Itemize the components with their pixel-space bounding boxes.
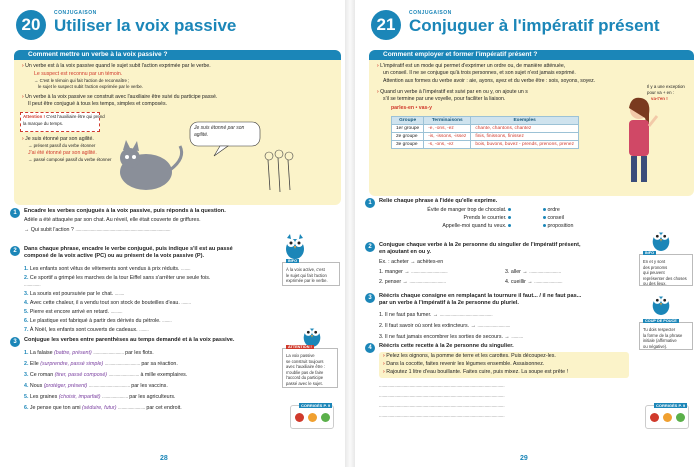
exercise-item[interactable]: 2. Il faut savoir où sont les extincteurs. → ............................ [379, 323, 511, 329]
exercise-item[interactable]: 4. cueillir → ........................ [505, 279, 563, 285]
exercise-item[interactable]: 5. Pierre est encore arrivé en retard. .......... [24, 309, 123, 315]
info-note: INFO À la voix active, c'est le sujet qui fait l'action exprimée par le verbe. [282, 262, 340, 286]
smiley-green-icon[interactable] [321, 413, 330, 422]
cat-illustration [110, 110, 310, 196]
page-number: 28 [160, 455, 168, 462]
tip-note: COUP DE POUCE Tu dois respecter la forme de la phrase initiale (affirmative ou négative). [639, 322, 693, 350]
table-row: 1er groupe -e, -ons, -ez chante, chantons, chantez [392, 125, 579, 133]
exercise-item[interactable]: 4. Nous (protéger, présent) ................................... par les vaccins. [24, 383, 168, 389]
lesson-header [16, 10, 339, 46]
match-left[interactable]: Évite de manger trop de chocolat. [405, 207, 511, 214]
exercise-question: Encadre les verbes conjugués à la voix passive, puis réponds à la question. [24, 208, 226, 214]
exercise-question: Dans chaque phrase, encadre le verbe conjugué, puis indique s'il est au passé [24, 246, 233, 252]
exercise-item[interactable]: 3. aller → ........................... [505, 269, 561, 275]
smiley-red-icon[interactable] [650, 413, 659, 422]
exercise-item[interactable]: 1. Il ne faut pas fumer. → ............................................. [379, 312, 493, 318]
lesson-category: CONJUGAISON [54, 10, 97, 16]
self-assessment: CORRIGÉS P. 9 [645, 405, 689, 429]
table-row: 2e groupe -is, -issons, -issez finis, finissons, finissez [392, 133, 579, 141]
lesson-note: → présent passif du verbe étonner [28, 143, 96, 148]
exercise-number: 1 [10, 208, 20, 218]
match-left[interactable]: Prends le courrier. [405, 215, 511, 222]
lesson-example: › Je suis étonné par son agilité. [22, 136, 94, 142]
exercise-item[interactable]: 3. La souris est poursuivie par le chat. ........ [24, 291, 125, 297]
exercise-question: Réécris chaque consigne en remplaçant la tournure il faut... / il ne faut pas... [379, 293, 582, 299]
exercise-question: Conjugue chaque verbe à la 2e personne du singulier de l'impératif présent, [379, 242, 581, 248]
exercise-question: Conjugue les verbes entre parenthèses au temps demandé et à la voix passive. [24, 337, 235, 343]
page-right [355, 0, 700, 467]
table-row: 3e groupe -s, -ons, -ez bois, buvons, buvez - prends, prenons, prenez [392, 141, 579, 149]
lesson-line: › Un verbe est à la voix passive quand le sujet subit l'action exprimée par le verbe. [22, 63, 211, 69]
speech-bubble-text: Je suis étonné par son agilité. [194, 125, 245, 138]
recipe-box: › Pelez les oignons, la pomme de terre et les carottes. Puis découpez-les. › Dans la cocotte, faites revenir les légumes ensemble. Assaisonnez. › Rajoutez 1 litre d'eau bouillante. Faites cuire, puis mixez. La soupe est prête ! [379, 352, 629, 378]
smiley-red-icon[interactable] [295, 413, 304, 422]
exercise-item[interactable]: 3. Il ne faut jamais encombrer les sorties de secours. → .......... [379, 334, 523, 340]
lesson-header [371, 10, 694, 46]
lesson-line: s'il se termine par une voyelle, pour faciliter la liaison. [383, 96, 506, 102]
exercise-example: Ex. : acheter → achètes-en [379, 259, 444, 265]
lesson-line: › L'impératif est un mode qui permet d'exprimer un ordre ou, de manière atténuée, [377, 63, 566, 69]
exercise-text: Adèle a été attaquée par son chat. Au réveil, elle était couverte de griffures. [24, 217, 201, 223]
exercise-item[interactable]: 2. penser → ............................... [379, 279, 446, 285]
conjugation-table: Groupe Terminaisons Exemples 1er groupe -e, -ons, -ez chante, chantons, chantez 2e groupe -is, -issons, -issez finis, finissons, finissez 3e groupe -s, -ons, -ez bois, buvons, buvez - prends, prenons, prenez [391, 116, 579, 149]
lesson-box [14, 50, 341, 205]
lesson-number: 21 [371, 10, 401, 40]
exercise-item[interactable]: 6. Je pense que ton ami (séduire, futur) ....................... par cet endroit. [24, 405, 182, 411]
exercise-item[interactable]: 2. Ce sportif a grimpé les marches de la tour Eiffel sans s'arrêter une seule fois. [24, 275, 211, 281]
match-left[interactable]: Appelle-moi quand tu veux. [405, 223, 511, 230]
lesson-number: 20 [16, 10, 46, 40]
lesson-example: Le suspect est reconnu par un témoin. [34, 71, 123, 77]
match-right[interactable]: conseil [543, 215, 564, 222]
lesson-note: → C'est le témoin qui fait l'action de reconnaître ; [34, 78, 130, 83]
exercise-number: 3 [365, 293, 375, 303]
exercise-answer-line[interactable]: ........................................................................................................... [379, 383, 505, 389]
exercise-number: 3 [10, 337, 20, 347]
lesson-band: Comment employer et former l'impératif présent ? [369, 50, 694, 60]
exercise-item[interactable]: 1. La falaise (battre, présent) .......................... par les flots. [24, 350, 154, 356]
exercise-number: 2 [10, 246, 20, 256]
exercise-item[interactable]: 1. manger → ............................... [379, 269, 448, 275]
exercise-question: Réécris cette recette à la 2e personne du singulier. [379, 343, 514, 349]
exercise-1 [365, 198, 696, 243]
exercise-number: 2 [365, 242, 375, 252]
lesson-line: un conseil. Il ne se conjugue qu'à trois personnes, et son sujet n'est jamais exprimé. [383, 70, 576, 76]
exercise-number: 4 [365, 343, 375, 353]
exercise-item[interactable]: 4. Avec cette chaleur, il a vendu tout son stock de bouteilles d'eau. ........ [24, 300, 191, 306]
smiley-orange-icon[interactable] [663, 413, 672, 422]
exercise-item[interactable]: 2. Elle (surprendre, passé simple) .............................. par sa réaction. [24, 361, 178, 367]
exercise-number: 1 [365, 198, 375, 208]
smiley-orange-icon[interactable] [308, 413, 317, 422]
match-right[interactable]: proposition [543, 223, 573, 230]
attention-box: Attention ! C'est l'auxiliaire être qui prend la marque du temps. [20, 112, 100, 132]
exercise-answer-line[interactable]: .............. [24, 282, 41, 288]
attention-note: ATTENTION ! La voix passive se construit toujours avec l'auxiliaire être : n'oublie pas de faire l'accord du participe passé avec le sujet. [282, 348, 338, 388]
exercise-item[interactable]: 5. Les graines (choisir, imparfait) ...................... par les agriculteurs. [24, 394, 176, 400]
lesson-title: Utiliser la voix passive [54, 16, 237, 35]
lesson-note: → passé composé passif du verbe étonner [28, 157, 112, 162]
exercise-item[interactable]: 1. Les enfants sont vêtus de vêtements sont vendus à prix réduits. ........ [24, 266, 191, 272]
lesson-example: J'ai été étonné par son agilité. [28, 150, 97, 156]
exception-note: pour va + en : [647, 90, 674, 95]
lesson-line: Attention aux formes du verbe avoir : aie, ayons, ayez et du verbe être : sois, soyons, soyez. [383, 78, 596, 84]
lesson-title: Conjuguer à l'impératif présent [409, 16, 660, 35]
lesson-category: CONJUGAISON [409, 10, 452, 16]
exercise-answer-line[interactable]: ........................................................................................................... [379, 413, 505, 419]
exception-note: va-t'en ! [651, 96, 668, 101]
exercise-answer-line[interactable]: ........................................................................................................... [379, 393, 505, 399]
exercise-question: par un verbe à l'impératif à la 2e personne du pluriel. [379, 300, 519, 306]
exercise-question: composé de la voix active (PC) ou au présent de la voix passive (P). [24, 253, 204, 259]
girl-illustration [619, 90, 659, 190]
match-right[interactable]: ordre [543, 207, 560, 214]
lesson-note: le sujet le suspect subit l'action exprimée par le verbe. [38, 84, 144, 89]
lesson-line: › Quand un verbe à l'impératif est suivi par en ou y, on ajoute un s [377, 89, 528, 95]
lesson-line: › Un verbe à la voix passive se construit avec l'auxiliaire être suivi du participe passé. [22, 94, 218, 100]
exercise-item[interactable]: 3. Ce roman (tirer, passé composé) .......................... à mille exemplaires. [24, 372, 188, 378]
lesson-line: Il peut être conjugué à tous les temps, simples et composés. [28, 101, 167, 107]
exercise-answer-line[interactable]: → Qui subit l'action ? ................................................................................. [24, 227, 171, 233]
exercise-item[interactable]: 6. Le plastique est fabriqué à partir des dérivés du pétrole. ........ [24, 318, 172, 324]
self-assessment: CORRIGÉS P. 9 [290, 405, 334, 429]
lesson-example: parles-en • vas-y [391, 105, 433, 111]
page-left [0, 0, 345, 467]
info-note: INFO En et y sont des pronoms qui peuvent représenter des choses ou des lieux. [639, 254, 693, 286]
exception-note: Il y a une exception [647, 84, 685, 89]
smiley-green-icon[interactable] [676, 413, 685, 422]
page-number: 29 [520, 455, 528, 462]
exercise-answer-line[interactable]: ........................................................................................................... [379, 403, 505, 409]
exercise-question: en ajoutant en ou y. [379, 249, 432, 255]
lesson-box [369, 50, 694, 196]
gutter [345, 0, 355, 467]
owl-mascot-icon [649, 290, 673, 316]
exercise-item[interactable]: 7. À Noël, les enfants sont couverts de cadeaux. ........ [24, 327, 149, 333]
exercise-question: Relie chaque phrase à l'idée qu'elle exprime. [379, 198, 498, 204]
owl-mascot-icon [282, 232, 308, 260]
lesson-band: Comment mettre un verbe à la voix passive ? [14, 50, 341, 60]
